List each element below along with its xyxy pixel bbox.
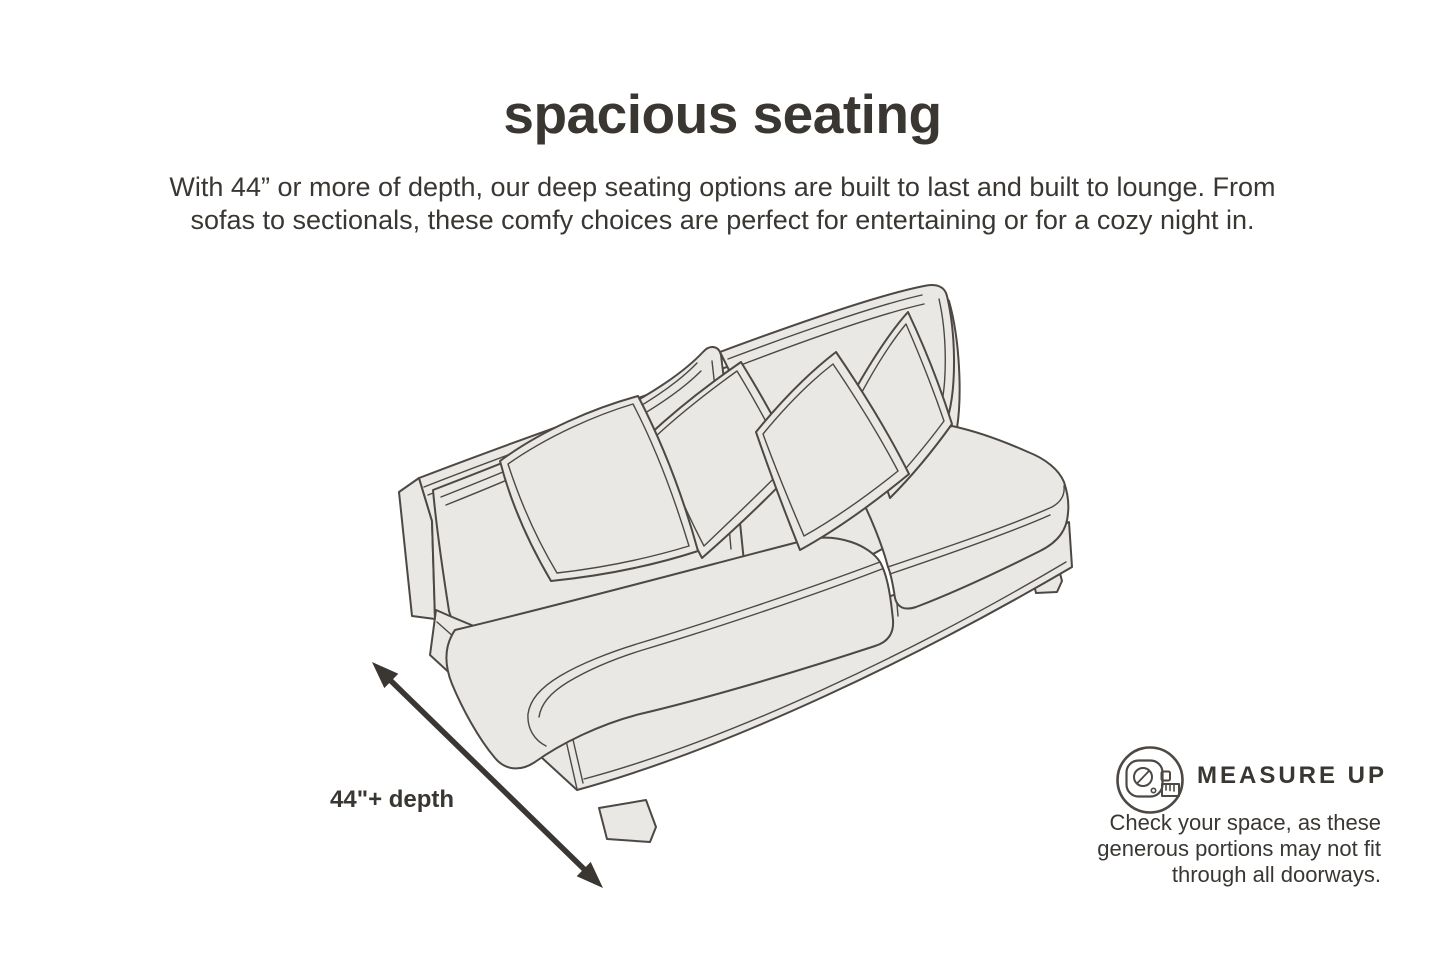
- measure-up-note-line-2: generous portions may not fit: [1097, 836, 1381, 861]
- sofa-foot-front: [599, 800, 656, 842]
- intro-line-1: With 44” or more of depth, our deep seating options are built to last and built to lounge. From: [169, 172, 1276, 202]
- depth-dimension-label: 44"+ depth: [330, 786, 455, 813]
- measure-up-note-line-3: through all doorways.: [1171, 862, 1381, 887]
- tape-measure-icon: [1113, 743, 1187, 817]
- measure-up-note-line-1: Check your space, as these: [1109, 810, 1381, 835]
- intro-line-2: sofas to sectionals, these comfy choices are perfect for entertaining or for a cozy night in.: [190, 205, 1255, 235]
- measure-up-heading: MEASURE UP: [1197, 762, 1388, 789]
- measure-up-note: [1050, 810, 1381, 888]
- page-title: spacious seating: [503, 83, 942, 145]
